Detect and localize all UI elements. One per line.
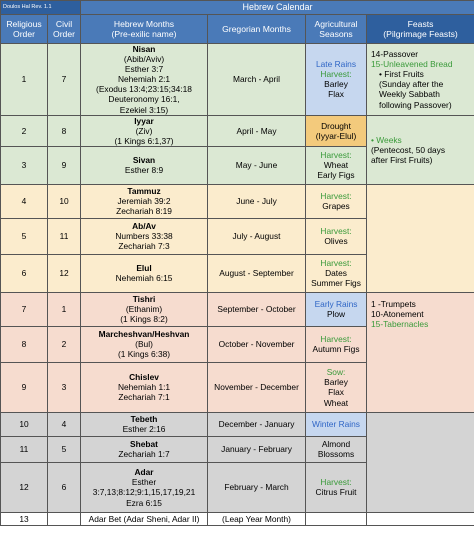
header-row	[1, 15, 474, 44]
hebrew-month-cell: Adar Bet (Adar Sheni, Adar II)	[81, 512, 208, 525]
gregorian-month-cell: January - February	[208, 436, 306, 462]
hebrew-month-cell: Marcheshvan/Heshvan (Bul) (1 Kings 6:38)	[81, 326, 208, 362]
gregorian-month-cell: February - March	[208, 462, 306, 512]
civil-order-cell: 6	[48, 462, 81, 512]
agricultural-season-cell: Harvest: Olives	[306, 218, 367, 254]
civil-order-cell	[48, 512, 81, 525]
hebrew-month-cell: Tammuz Jeremiah 39:2 Zechariah 8:19	[81, 184, 208, 218]
religious-order-cell: 10	[1, 412, 48, 436]
agricultural-season-cell: Harvest: Grapes	[306, 184, 367, 218]
gregorian-month-cell: October - November	[208, 326, 306, 362]
header-feasts: Feasts (Pilgrimage Feasts)	[367, 15, 474, 44]
header-gregorian-months: Gregorian Months	[208, 15, 306, 44]
feast-cell-leap	[367, 512, 474, 525]
gregorian-month-cell: (Leap Year Month)	[208, 512, 306, 525]
agricultural-season-cell: Harvest: Wheat Early Figs	[306, 146, 367, 184]
civil-order-cell: 10	[48, 184, 81, 218]
civil-order-cell: 4	[48, 412, 81, 436]
agricultural-season-cell: Harvest: Autumn Figs	[306, 326, 367, 362]
revision-label: Doulos Hal Rev. 1.1	[1, 1, 81, 15]
civil-order-cell: 12	[48, 254, 81, 292]
gregorian-month-cell: December - January	[208, 412, 306, 436]
header-civil-order: Civil Order	[48, 15, 81, 44]
hebrew-month-cell: Tebeth Esther 2:16	[81, 412, 208, 436]
feast-cell-summer	[367, 184, 474, 292]
table-row	[1, 412, 474, 436]
gregorian-month-cell: May - June	[208, 146, 306, 184]
agricultural-season-cell: Winter Rains	[306, 412, 367, 436]
header-hebrew-months: Hebrew Months (Pre-exilic name)	[81, 15, 208, 44]
religious-order-cell: 5	[1, 218, 48, 254]
table-row	[1, 292, 474, 326]
agricultural-season-cell: Sow: Barley Flax Wheat	[306, 362, 367, 412]
gregorian-month-cell: April - May	[208, 115, 306, 146]
gregorian-month-cell: March - April	[208, 44, 306, 116]
civil-order-cell: 2	[48, 326, 81, 362]
religious-order-cell: 12	[1, 462, 48, 512]
gregorian-month-cell: June - July	[208, 184, 306, 218]
religious-order-cell: 4	[1, 184, 48, 218]
hebrew-month-cell: Adar Esther 3:7,13;8:12;9:1,15,17,19,21 Ezra 6:15	[81, 462, 208, 512]
hebrew-month-cell: Tishri (Ethanim) (1 Kings 8:2)	[81, 292, 208, 326]
table-row	[1, 184, 474, 218]
religious-order-cell: 3	[1, 146, 48, 184]
religious-order-cell: 7	[1, 292, 48, 326]
hebrew-month-cell: Elul Nehemiah 6:15	[81, 254, 208, 292]
gregorian-month-cell: August - September	[208, 254, 306, 292]
religious-order-cell: 13	[1, 512, 48, 525]
agricultural-season-cell: Harvest: Dates Summer Figs	[306, 254, 367, 292]
religious-order-cell: 9	[1, 362, 48, 412]
feast-cell-weeks: • Weeks (Pentecost, 50 days after First Fruits)	[367, 115, 474, 184]
civil-order-cell: 7	[48, 44, 81, 116]
table-row	[1, 44, 474, 116]
header-religious-order: Religious Order	[1, 15, 48, 44]
hebrew-month-cell: Sivan Esther 8:9	[81, 146, 208, 184]
agricultural-season-cell: Early Rains Plow	[306, 292, 367, 326]
religious-order-cell: 6	[1, 254, 48, 292]
hebrew-month-cell: Ab/Av Numbers 33:38 Zechariah 7:3	[81, 218, 208, 254]
agricultural-season-cell: Late Rains Harvest: Barley Flax	[306, 44, 367, 116]
feast-cell-spring: 14-Passover 15-Unleavened Bread • First Fruits (Sunday after the Weekly Sabbath following Passover)	[367, 44, 474, 116]
title-row	[1, 1, 474, 15]
feast-cell-fall: 1 -Trumpets 10-Atonement 15-Tabernacles	[367, 292, 474, 412]
religious-order-cell: 1	[1, 44, 48, 116]
header-agricultural-seasons: Agricultural Seasons	[306, 15, 367, 44]
gregorian-month-cell: September - October	[208, 292, 306, 326]
gregorian-month-cell: November - December	[208, 362, 306, 412]
civil-order-cell: 3	[48, 362, 81, 412]
civil-order-cell: 8	[48, 115, 81, 146]
hebrew-month-cell: Iyyar (Ziv) (1 Kings 6:1,37)	[81, 115, 208, 146]
civil-order-cell: 1	[48, 292, 81, 326]
religious-order-cell: 8	[1, 326, 48, 362]
feast-cell-winter	[367, 412, 474, 512]
civil-order-cell: 9	[48, 146, 81, 184]
religious-order-cell: 11	[1, 436, 48, 462]
hebrew-month-cell: Chislev Nehemiah 1:1 Zechariah 7:1	[81, 362, 208, 412]
agricultural-season-cell	[306, 512, 367, 525]
page-title: Hebrew Calendar	[81, 1, 474, 15]
table-row	[1, 512, 474, 525]
civil-order-cell: 5	[48, 436, 81, 462]
agricultural-season-cell: Almond Blossoms	[306, 436, 367, 462]
gregorian-month-cell: July - August	[208, 218, 306, 254]
agricultural-season-cell: Harvest: Citrus Fruit	[306, 462, 367, 512]
feast-first-fruits: • First Fruits	[379, 69, 424, 80]
hebrew-month-cell: Shebat Zechariah 1:7	[81, 436, 208, 462]
agricultural-season-cell: Drought (Iyyar-Elul)	[306, 115, 367, 146]
civil-order-cell: 11	[48, 218, 81, 254]
religious-order-cell: 2	[1, 115, 48, 146]
feast-weeks: • Weeks	[371, 134, 402, 145]
hebrew-month-cell: Nisan (Abib/Aviv) Esther 3:7 Nehemiah 2:1 (Exodus 13:4;23:15;34:18 Deuteronomy 16:1, Ezekiel 3:15)	[81, 44, 208, 116]
table-row	[1, 115, 474, 146]
